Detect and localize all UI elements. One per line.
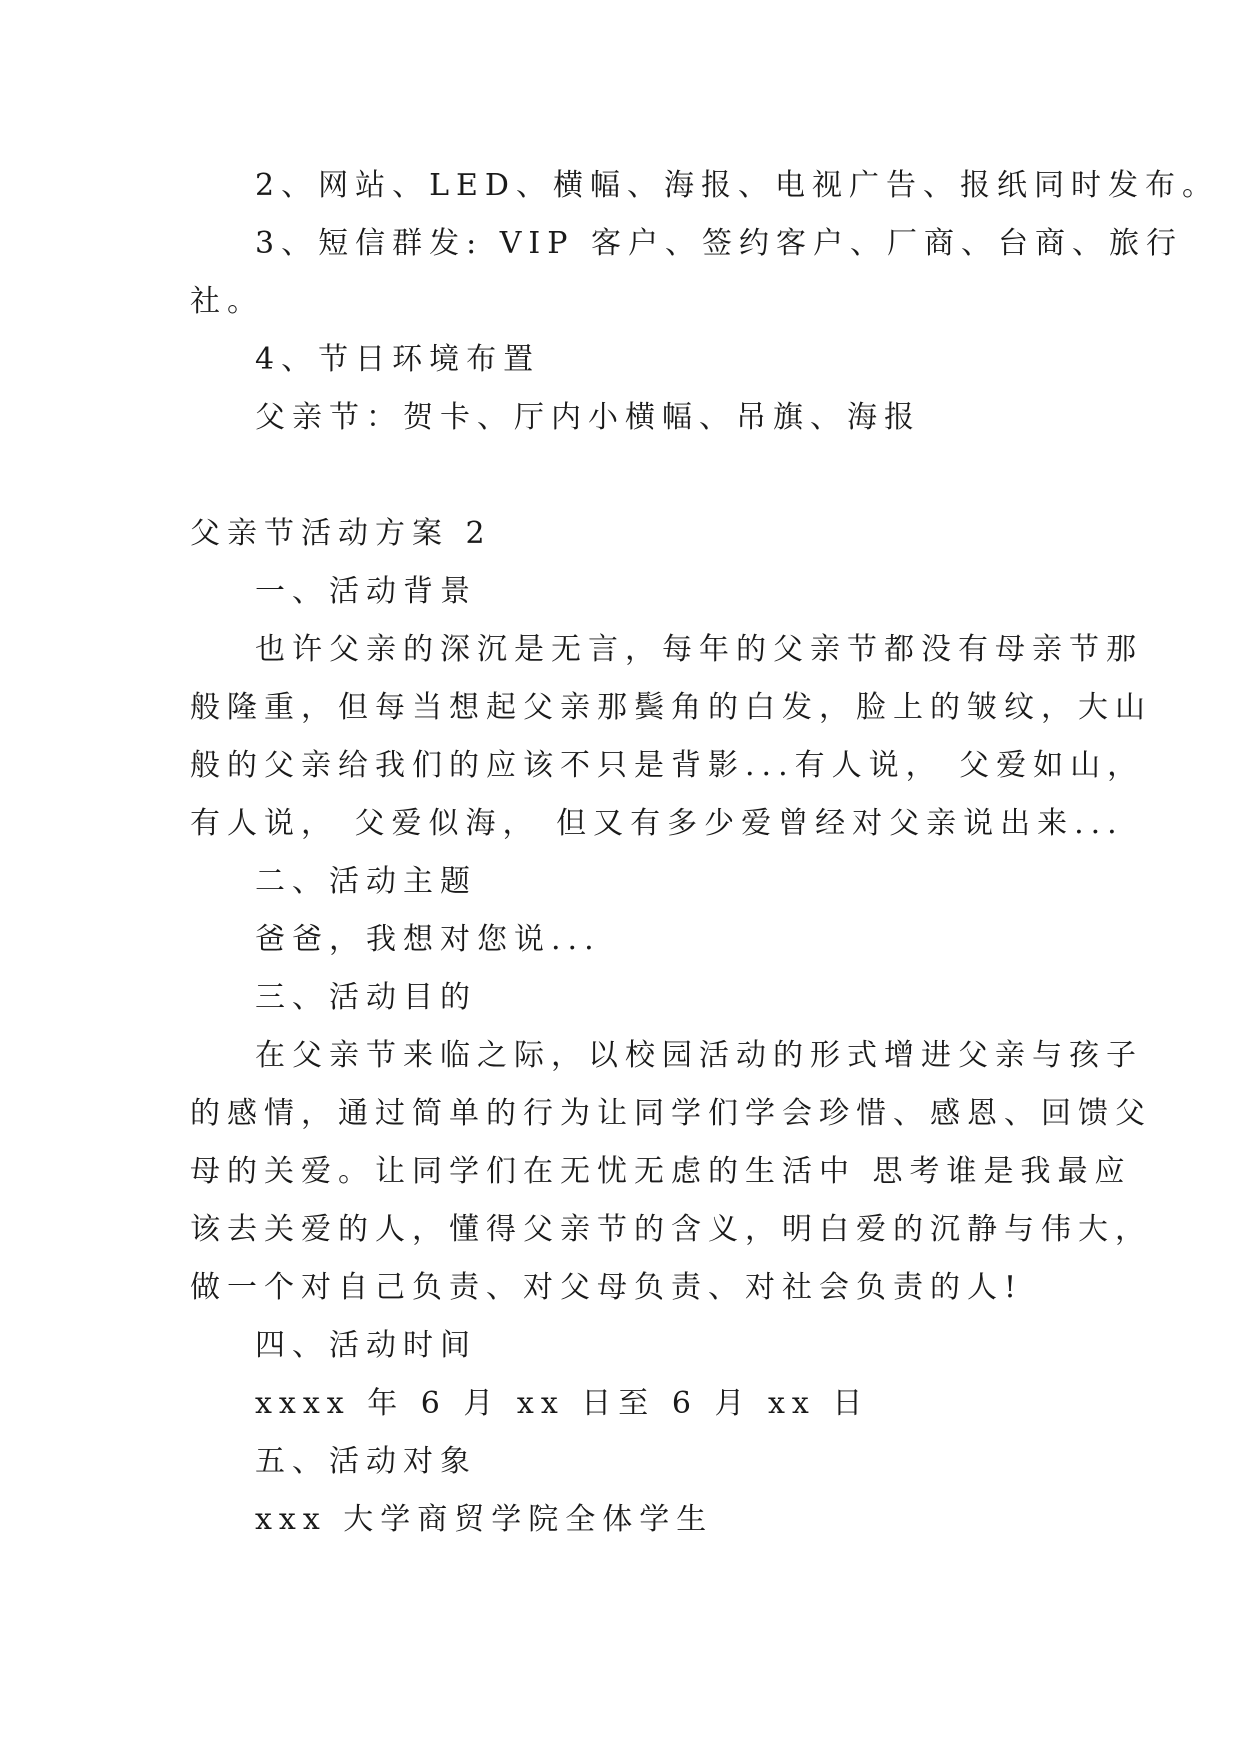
paragraph-line: 在父亲节来临之际，以校园活动的形式增进父亲与孩子 bbox=[255, 1038, 1143, 1073]
paragraph-line: xxx 大学商贸学院全体学生 bbox=[255, 1502, 714, 1537]
paragraph-line: 3、短信群发: VIP 客户、签约客户、厂商、台商、旅行 bbox=[255, 226, 1183, 261]
paragraph-line: 爸爸，我想对您说... bbox=[255, 922, 601, 957]
paragraph-line: 做一个对自己负责、对父母负责、对社会负责的人! bbox=[190, 1270, 1024, 1305]
heading-line: 一、活动背景 bbox=[255, 574, 477, 609]
paragraph-line: 社。 bbox=[190, 284, 264, 319]
paragraph-line: 2、网站、LED、横幅、海报、电视广告、报纸同时发布。 bbox=[255, 168, 1219, 203]
heading-line: 四、活动时间 bbox=[255, 1328, 477, 1363]
paragraph-line: 4、节日环境布置 bbox=[255, 342, 541, 377]
paragraph-line: 有人说， 父爱似海， 但又有多少爱曾经对父亲说出来... bbox=[190, 806, 1124, 841]
paragraph-line: 的感情，通过简单的行为让同学们学会珍惜、感恩、回馈父 bbox=[190, 1096, 1152, 1131]
heading-line: 二、活动主题 bbox=[255, 864, 477, 899]
paragraph-line: 母的关爱。让同学们在无忧无虑的生活中 思考谁是我最应 bbox=[190, 1154, 1132, 1189]
section-title: 父亲节活动方案 2 bbox=[190, 516, 492, 551]
paragraph-line: 该去关爱的人，懂得父亲节的含义，明白爱的沉静与伟大， bbox=[190, 1212, 1152, 1247]
heading-line: 五、活动对象 bbox=[255, 1444, 477, 1479]
paragraph-line: 般的父亲给我们的应该不只是背影...有人说， 父爱如山， bbox=[190, 748, 1145, 783]
paragraph-line: xxxx 年 6 月 xx 日至 6 月 xx 日 bbox=[255, 1386, 870, 1421]
paragraph-line: 父亲节：贺卡、厅内小横幅、吊旗、海报 bbox=[255, 400, 921, 435]
heading-line: 三、活动目的 bbox=[255, 980, 477, 1015]
paragraph-line: 般隆重，但每当想起父亲那鬓角的白发，脸上的皱纹，大山 bbox=[190, 690, 1152, 725]
paragraph-line: 也许父亲的深沉是无言，每年的父亲节都没有母亲节那 bbox=[255, 632, 1143, 667]
